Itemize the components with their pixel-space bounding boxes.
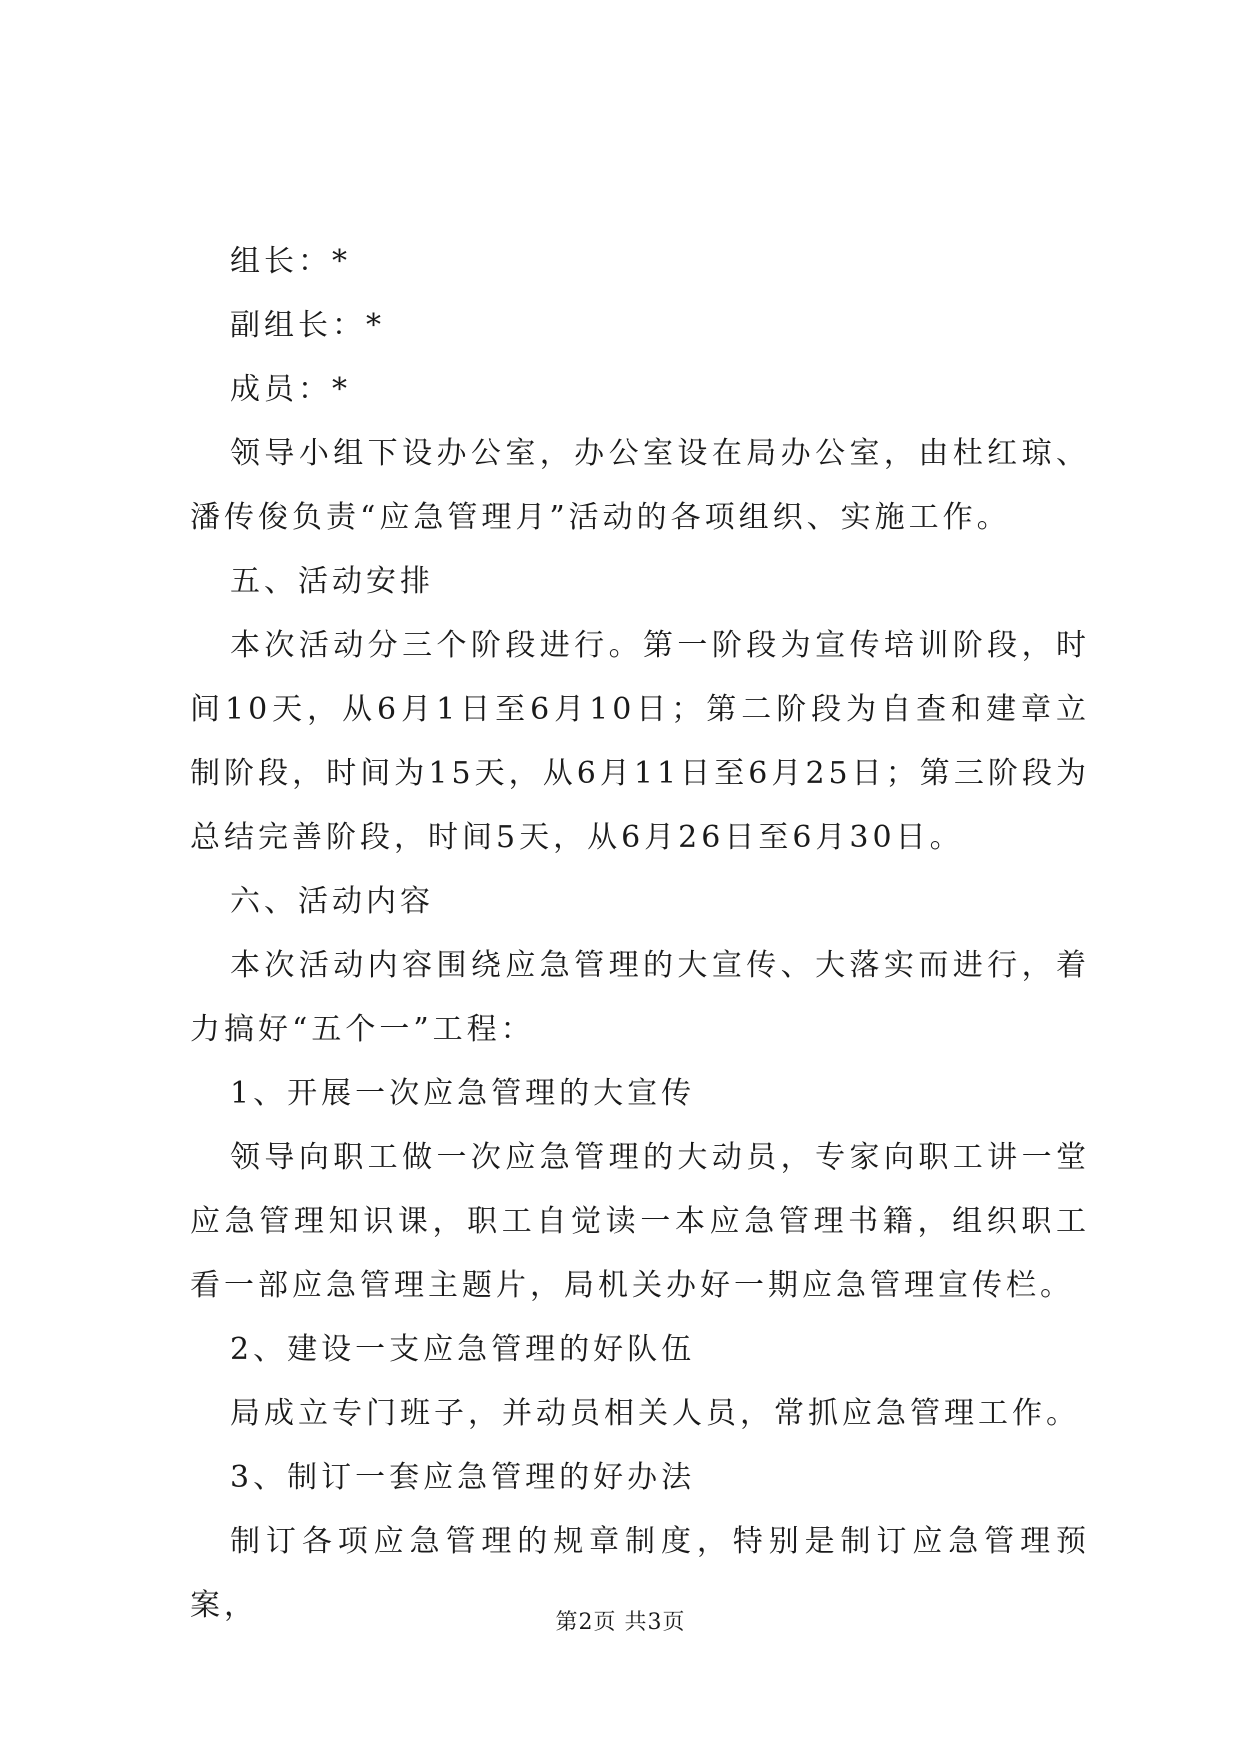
section-heading-content: 六、活动内容 [230,884,434,919]
item-paragraph-1: 领导向职工做一次应急管理的大动员，专家向职工讲一堂应急管理知识课，职工自觉读一本应急管理书籍，组织职工看一部应急管理主题片，局机关办好一期应急管理宣传栏。 [190,1140,1090,1303]
section-heading-schedule: 五、活动安排 [230,564,434,599]
office-paragraph: 领导小组下设办公室，办公室设在局办公室，由杜红琼、潘传俊负责“应急管理月”活动的各项组织、实施工作。 [190,436,1090,535]
members-line: 成员：* [230,372,351,407]
item-paragraph-2: 局成立专门班子，并动员相关人员，常抓应急管理工作。 [230,1396,1080,1431]
document-body [190,230,1090,1638]
item-heading-1: 1、开展一次应急管理的大宣传 [230,1076,696,1111]
item-heading-3: 3、制订一套应急管理的好办法 [230,1460,696,1495]
item-paragraph-3: 制订各项应急管理的规章制度，特别是制订应急管理预案， [190,1524,1090,1623]
schedule-paragraph: 本次活动分三个阶段进行。第一阶段为宣传培训阶段，时间10天，从6月1日至6月10日；第二阶段为自查和建章立制阶段，时间为15天，从6月11日至6月25日；第三阶段为总结完善阶段，时间5天，从6月26日至6月30日。 [190,628,1090,855]
page-number-footer: 第2页 共3页 [555,1610,686,1635]
item-heading-2: 2、建设一支应急管理的好队伍 [230,1332,696,1367]
content-intro-paragraph: 本次活动内容围绕应急管理的大宣传、大落实而进行，着力搞好“五个一”工程： [190,948,1090,1047]
deputy-leader-line: 副组长：* [230,308,385,343]
leader-line: 组长：* [230,244,351,279]
